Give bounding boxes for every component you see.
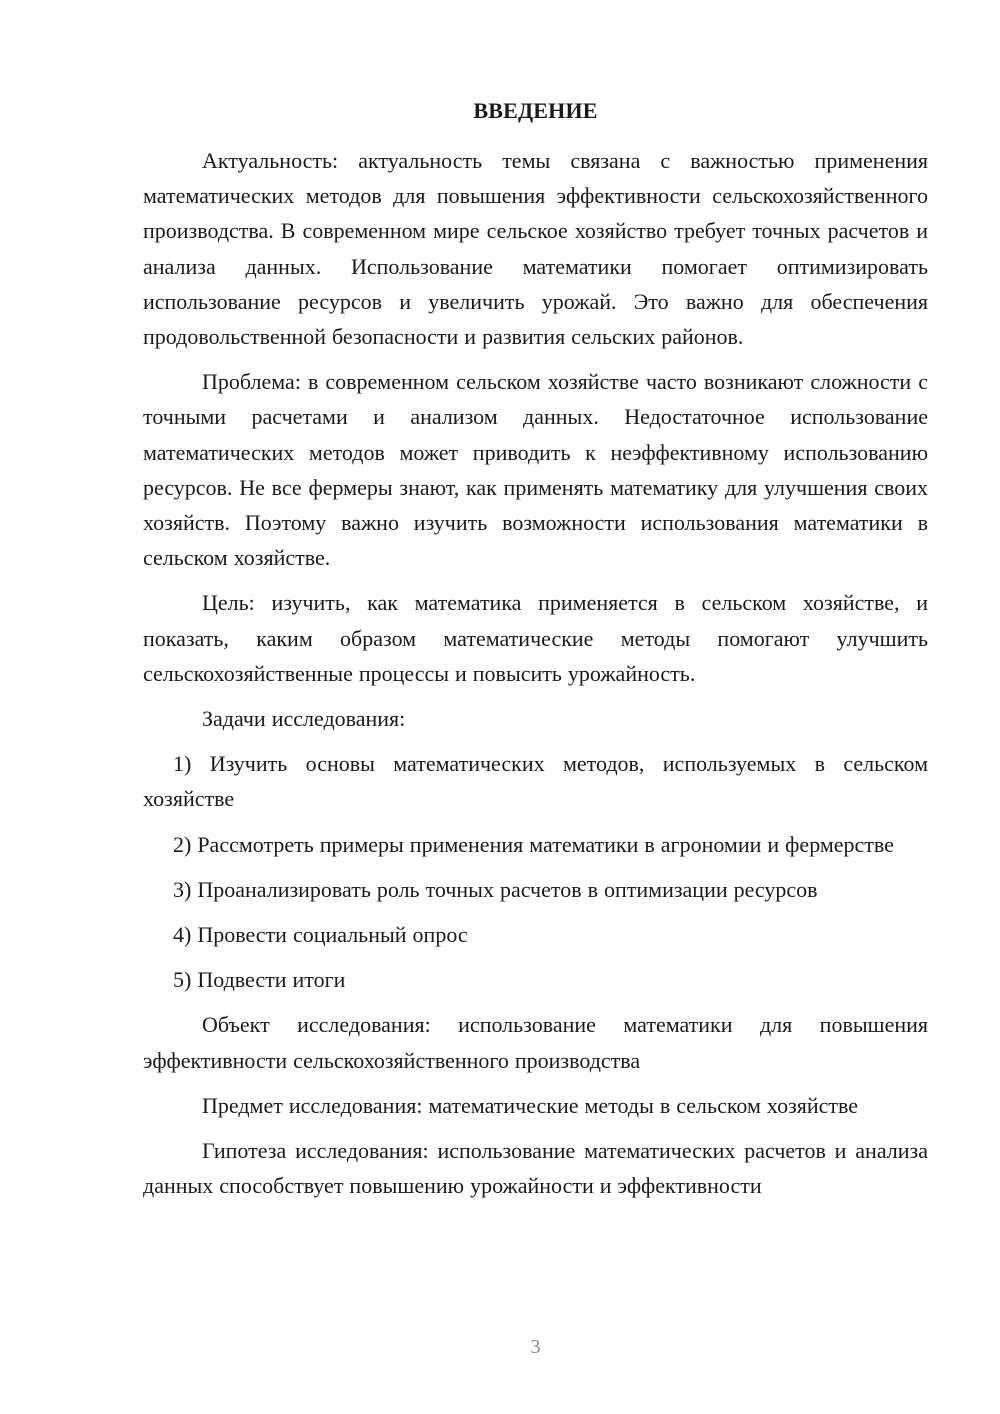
paragraph-subject: Предмет исследования: математические методы в сельском хозяйстве — [202, 1092, 859, 1118]
page-number: 3 — [530, 1336, 541, 1358]
task-item-4: 4) Провести социальный опрос — [173, 922, 468, 948]
paragraph-hypothesis: Гипотеза исследования: использование математических расчетов и анализа данных способствует повышению урожайности и эффективности — [143, 1138, 928, 1199]
paragraph-relevance: Актуальность: актуальность темы связана с важностью применения математических методов для повышения эффективности сельскохозяйственного производства. В современном мире сельское хозяйство требует точных расчетов и анализа данных. Использование математики помогает оптимизировать использование ресурсов и увеличить урожай. Это важно для обеспечения продовольственной безопасности и развития сельских районов. — [143, 148, 928, 350]
document-page — [143, 0, 928, 1414]
task-item-3: 3) Проанализировать роль точных расчетов в оптимизации ресурсов — [173, 876, 818, 902]
paragraph-tasks-heading: Задачи исследования: — [202, 706, 406, 732]
paragraph-problem: Проблема: в современном сельском хозяйстве часто возникают сложности с точными расчетами и анализом данных. Недостаточное использование математических методов может приводить к неэффективному использованию ресурсов. Не все фермеры знают, как применять математику для улучшения своих хозяйств. Поэтому важно изучить возможности использования математики в сельском хозяйстве. — [143, 369, 928, 571]
paragraph-object: Объект исследования: использование математики для повышения эффективности сельскохозяйственного производства — [143, 1012, 928, 1073]
task-item-2: 2) Рассмотреть примеры применения математики в агрономии и фермерстве — [173, 831, 894, 857]
task-item-5: 5) Подвести итоги — [173, 967, 346, 993]
body-text — [143, 143, 928, 1213]
paragraph-goal: Цель: изучить, как математика применяется в сельском хозяйстве, и показать, каким образом математические методы помогают улучшить сельскохозяйственные процессы и повысить урожайность. — [143, 590, 928, 686]
section-title: ВВЕДЕНИЕ — [473, 98, 598, 123]
task-item-1: 1) Изучить основы математических методов, используемых в сельском хозяйстве — [143, 751, 928, 812]
